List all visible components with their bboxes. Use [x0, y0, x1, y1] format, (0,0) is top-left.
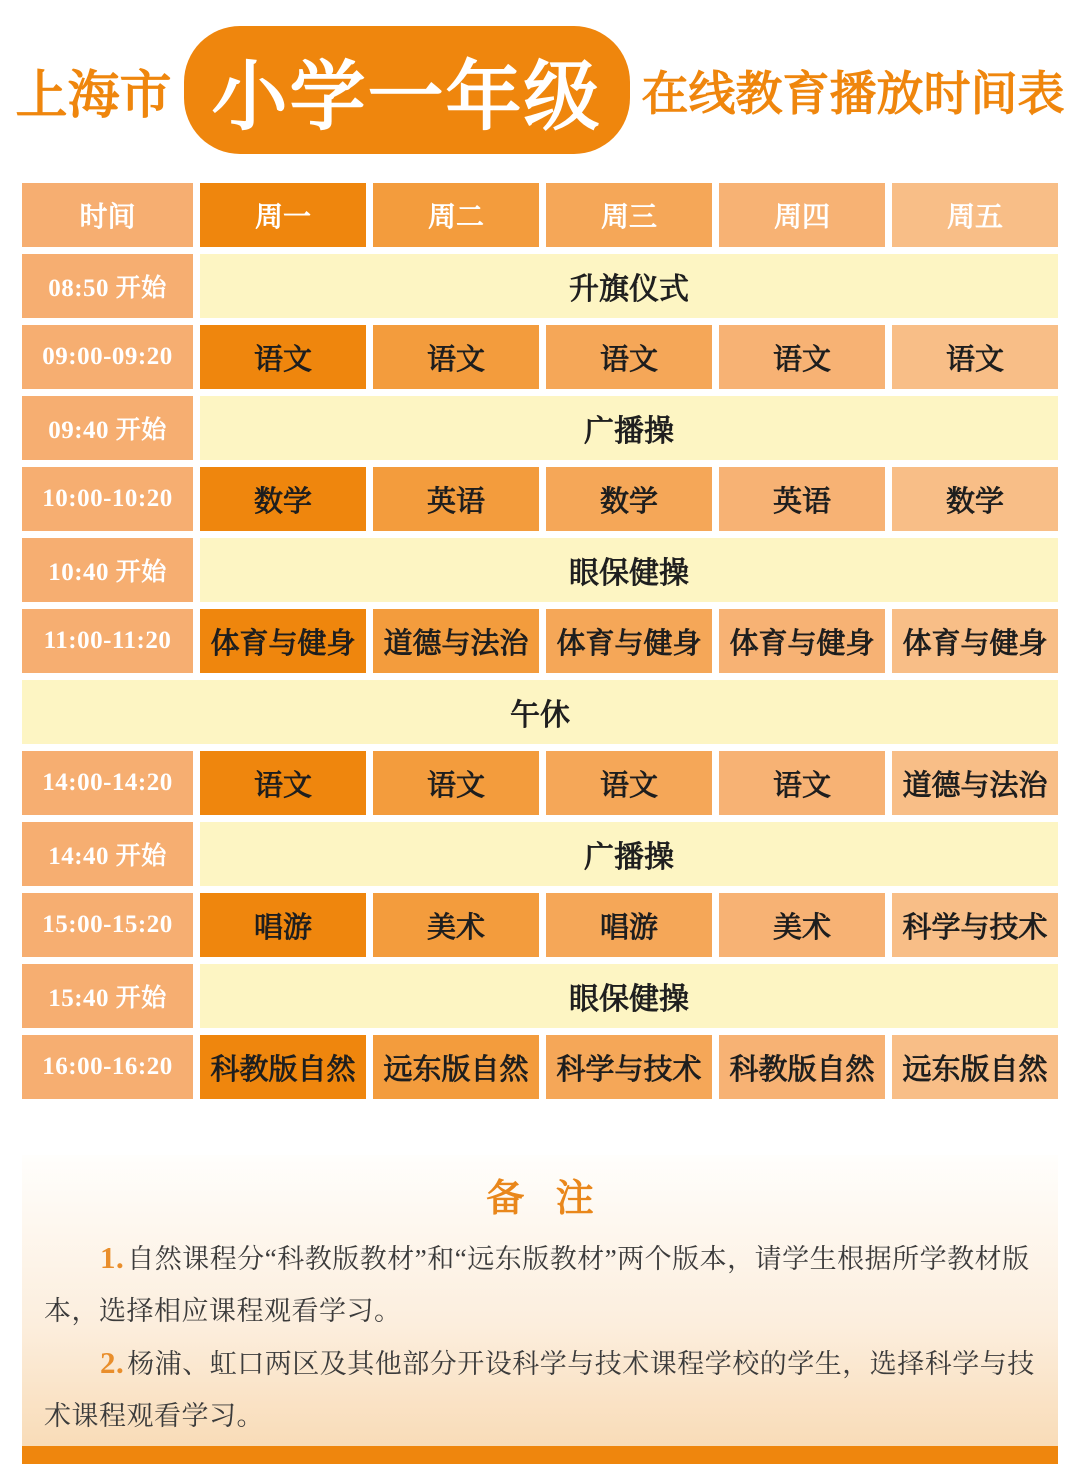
- subject-cell: 语文: [200, 751, 366, 815]
- column-header-time: 时间: [22, 183, 193, 247]
- band-row: 眼保健操: [200, 538, 1058, 602]
- timetable: [22, 183, 1058, 1099]
- time-cell: 15:00-15:20: [22, 893, 193, 957]
- subject-cell: 英语: [373, 467, 539, 531]
- time-cell: 10:40 开始: [22, 538, 193, 602]
- bottom-accent-bar: [22, 1446, 1058, 1464]
- subject-cell: 语文: [719, 751, 885, 815]
- band-row: 广播操: [200, 396, 1058, 460]
- subject-cell: 数学: [200, 467, 366, 531]
- subject-cell: 唱游: [546, 893, 712, 957]
- subject-cell: 语文: [546, 751, 712, 815]
- subject-cell: 唱游: [200, 893, 366, 957]
- time-cell: 08:50 开始: [22, 254, 193, 318]
- subject-cell: 数学: [546, 467, 712, 531]
- column-header-day: 周三: [546, 183, 712, 247]
- time-cell: 16:00-16:20: [22, 1035, 193, 1099]
- subject-cell: 体育与健身: [546, 609, 712, 673]
- subject-cell: 语文: [200, 325, 366, 389]
- note-number: 2.: [100, 1345, 125, 1380]
- subject-cell: 科教版自然: [719, 1035, 885, 1099]
- notes-heading: 备 注: [486, 1178, 594, 1220]
- notes-panel: [22, 1155, 1058, 1464]
- time-cell: 15:40 开始: [22, 964, 193, 1028]
- subject-cell: 道德与法治: [373, 609, 539, 673]
- subject-cell: 数学: [892, 467, 1058, 531]
- title-prefix: 上海市: [15, 67, 172, 125]
- note-item: 1. 自然课程分“科教版教材”和“远东版教材”两个版本，请学生根据所学教材版本，选择相应课程观看学习。: [44, 1240, 1030, 1326]
- title-grade-badge: 小学一年级: [184, 26, 630, 154]
- subject-cell: 体育与健身: [892, 609, 1058, 673]
- time-cell: 09:00-09:20: [22, 325, 193, 389]
- time-cell: 14:00-14:20: [22, 751, 193, 815]
- subject-cell: 语文: [546, 325, 712, 389]
- time-cell: 11:00-11:20: [22, 609, 193, 673]
- column-header-day: 周五: [892, 183, 1058, 247]
- band-row: 广播操: [200, 822, 1058, 886]
- subject-cell: 远东版自然: [373, 1035, 539, 1099]
- note-number: 1.: [100, 1240, 125, 1275]
- note-item: 2. 杨浦、虹口两区及其他部分开设科学与技术课程学校的学生，选择科学与技术课程观看学习。: [44, 1345, 1035, 1431]
- notes-content: [22, 1155, 1058, 1446]
- subject-cell: 语文: [719, 325, 885, 389]
- subject-cell: 英语: [719, 467, 885, 531]
- time-cell: 10:00-10:20: [22, 467, 193, 531]
- subject-cell: 语文: [373, 751, 539, 815]
- subject-cell: 科学与技术: [892, 893, 1058, 957]
- time-cell: 14:40 开始: [22, 822, 193, 886]
- subject-cell: 体育与健身: [719, 609, 885, 673]
- subject-cell: 美术: [719, 893, 885, 957]
- subject-cell: 体育与健身: [200, 609, 366, 673]
- page-title: [0, 0, 1080, 170]
- subject-cell: 语文: [892, 325, 1058, 389]
- column-header-day: 周一: [200, 183, 366, 247]
- time-cell: 09:40 开始: [22, 396, 193, 460]
- band-row-full: 午休: [22, 680, 1058, 744]
- subject-cell: 科教版自然: [200, 1035, 366, 1099]
- band-row: 眼保健操: [200, 964, 1058, 1028]
- band-row: 升旗仪式: [200, 254, 1058, 318]
- subject-cell: 道德与法治: [892, 751, 1058, 815]
- subject-cell: 科学与技术: [546, 1035, 712, 1099]
- column-header-day: 周四: [719, 183, 885, 247]
- subject-cell: 远东版自然: [892, 1035, 1058, 1099]
- subject-cell: 美术: [373, 893, 539, 957]
- title-suffix: 在线教育播放时间表: [641, 68, 1065, 121]
- subject-cell: 语文: [373, 325, 539, 389]
- notes-list: [44, 1232, 1036, 1442]
- column-header-day: 周二: [373, 183, 539, 247]
